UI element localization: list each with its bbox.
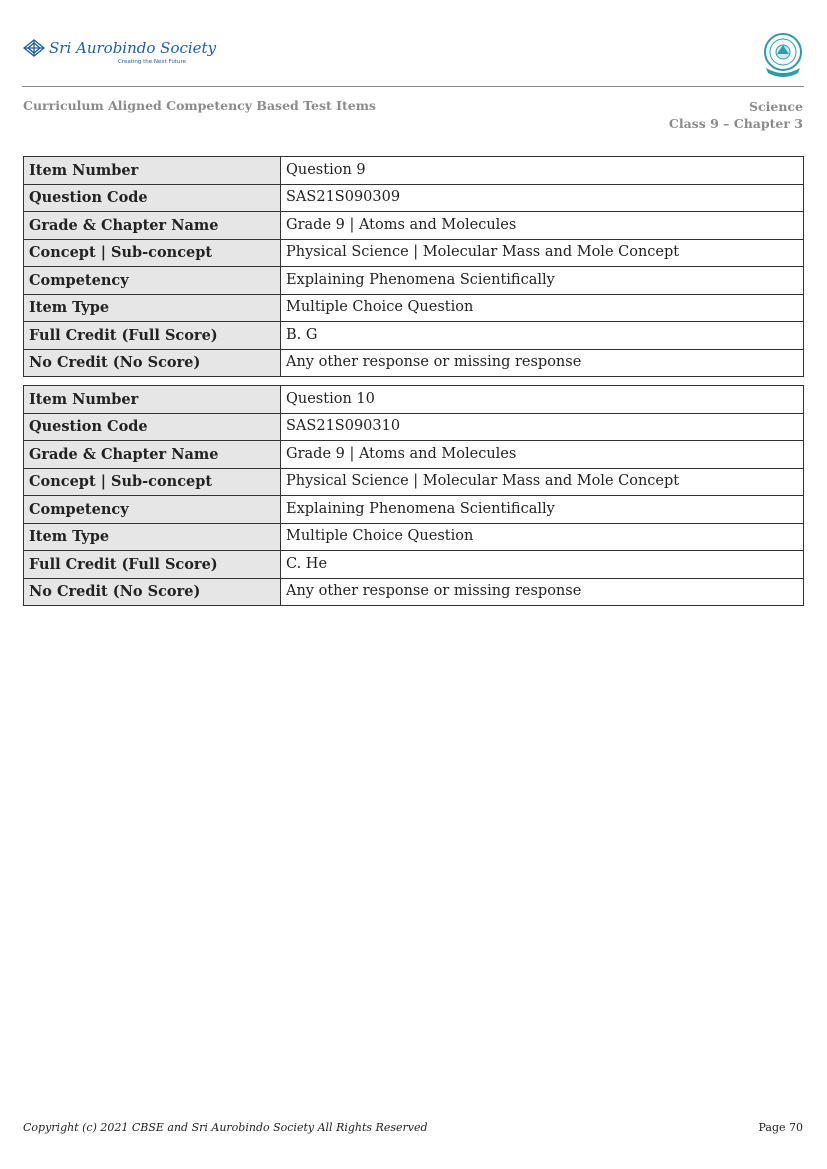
row-value: Multiple Choice Question <box>281 523 804 551</box>
table-row <box>24 349 804 377</box>
row-label: Full Credit (Full Score) <box>24 322 281 350</box>
row-label: Item Number <box>24 157 281 185</box>
row-value: Question 9 <box>281 157 804 185</box>
table-row <box>24 184 804 212</box>
row-value: Explaining Phenomena Scientifically <box>281 496 804 524</box>
table-row <box>24 157 804 185</box>
table-row <box>24 212 804 240</box>
table-row <box>24 267 804 295</box>
row-value: Grade 9 | Atoms and Molecules <box>281 441 804 469</box>
cbse-seal-icon <box>760 32 806 80</box>
row-label: Full Credit (Full Score) <box>24 551 281 579</box>
row-label: Concept | Sub-concept <box>24 239 281 267</box>
row-label: Competency <box>24 496 281 524</box>
table-row <box>24 468 804 496</box>
row-value: Physical Science | Molecular Mass and Mole Concept <box>281 468 804 496</box>
copyright-notice: Copyright (c) 2021 CBSE and Sri Aurobindo Society All Rights Reserved <box>23 1121 428 1134</box>
row-value: B. G <box>281 322 804 350</box>
table-row <box>24 386 804 414</box>
lotus-icon <box>24 40 44 56</box>
sri-aurobindo-society-logo <box>22 36 217 66</box>
row-value: Physical Science | Molecular Mass and Mole Concept <box>281 239 804 267</box>
row-value: Multiple Choice Question <box>281 294 804 322</box>
item-table-question-10 <box>23 385 804 606</box>
subject-label: Science <box>749 99 803 114</box>
row-label: Question Code <box>24 184 281 212</box>
row-label: Item Type <box>24 294 281 322</box>
document-title: Curriculum Aligned Competency Based Test Items <box>23 98 376 113</box>
table-row <box>24 551 804 579</box>
item-tables <box>23 156 804 614</box>
row-value: SAS21S090310 <box>281 413 804 441</box>
table-row <box>24 294 804 322</box>
row-value: C. He <box>281 551 804 579</box>
row-value: Grade 9 | Atoms and Molecules <box>281 212 804 240</box>
table-row <box>24 578 804 606</box>
row-label: No Credit (No Score) <box>24 578 281 606</box>
table-row <box>24 322 804 350</box>
row-value: SAS21S090309 <box>281 184 804 212</box>
table-row <box>24 523 804 551</box>
logo-wordmark: Sri Aurobindo Society <box>49 39 217 57</box>
row-label: No Credit (No Score) <box>24 349 281 377</box>
row-label: Grade & Chapter Name <box>24 441 281 469</box>
row-label: Competency <box>24 267 281 295</box>
row-label: Concept | Sub-concept <box>24 468 281 496</box>
row-label: Item Number <box>24 386 281 414</box>
table-row <box>24 239 804 267</box>
table-row <box>24 413 804 441</box>
class-chapter-label: Class 9 – Chapter 3 <box>668 116 803 131</box>
row-value: Any other response or missing response <box>281 578 804 606</box>
item-table-question-9 <box>23 156 804 377</box>
logo-tagline: Creating the Next Future <box>118 59 186 65</box>
header-divider <box>22 86 804 87</box>
row-label: Question Code <box>24 413 281 441</box>
page-number: Page 70 <box>758 1121 803 1134</box>
row-label: Item Type <box>24 523 281 551</box>
row-value: Explaining Phenomena Scientifically <box>281 267 804 295</box>
table-row <box>24 441 804 469</box>
row-value: Question 10 <box>281 386 804 414</box>
row-value: Any other response or missing response <box>281 349 804 377</box>
subject-chapter <box>669 98 803 132</box>
table-row <box>24 496 804 524</box>
row-label: Grade & Chapter Name <box>24 212 281 240</box>
